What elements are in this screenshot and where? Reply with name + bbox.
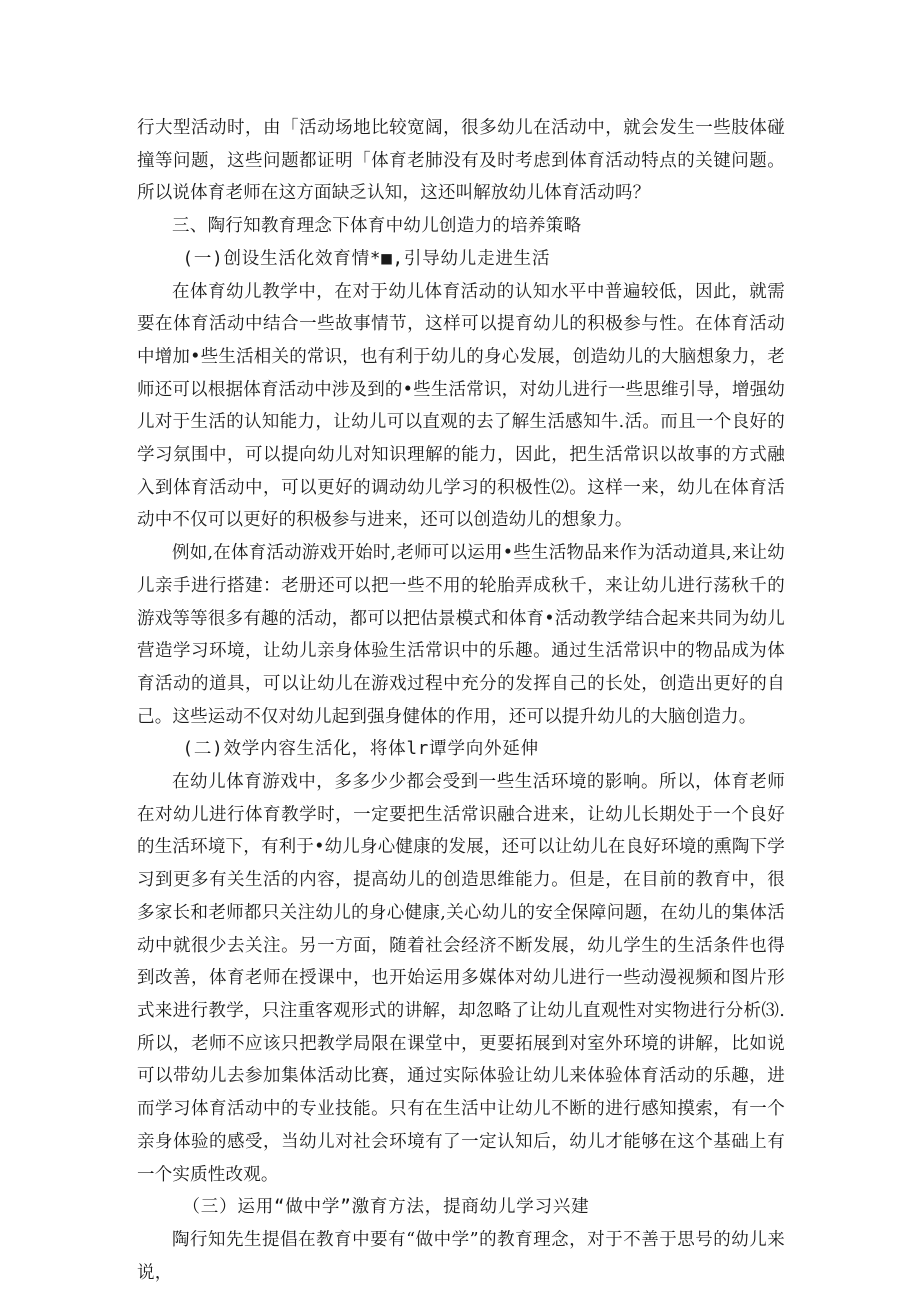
- section-heading-3: 三、陶行知教育理念下体育中幼儿创造力的培养策略: [172, 216, 582, 237]
- document-body: [137, 112, 785, 1289]
- paragraph-continued: 行大型活动时，由「活动场地比较宽阔，很多幼儿在活动中，就会发生一些肢体碰撞等问题，这些问题都证明「体育老肺没有及时考虑到体育活动特点的关键问题。所以说体育老师在这方面缺乏认知，这还叫解放幼儿体育活动吗？: [137, 118, 785, 204]
- sub-heading-2: (二)效学内容生活化，将体lr谭学向外延伸: [182, 739, 539, 760]
- body-paragraph: 在体育幼儿教学中，在对于幼儿体育活动的认知水平中普遍较低，因此，就需要在体育活动中结合一些故事情节，这样可以提育幼儿的积极参与性。在体育活动中增加•些生活相关的常识，也有利于幼儿的身心发展，创造幼儿的大脑想象力，老师还可以根据体育活动中涉及到的•些生活常识，对幼儿进行一些思维引导，增强幼儿对于生活的认知能力，让幼儿可以直观的去了解生活感知牛.活。而且一个良好的学习氛围中，可以提向幼儿对知识理解的能力，因此，把生活常识以故事的方式融入到体育活动中，可以更好的调动幼儿学习的积极性⑵。这样一来，幼儿在体育活动中不仅可以更好的积极参与进来，还可以创造幼儿的想象力。: [137, 281, 785, 531]
- sub-heading-3: （三）运用“做中学”激育方法，提商幼儿学习兴建: [182, 1197, 590, 1218]
- body-paragraph: 在幼儿体育游戏中，多多少少都会受到一些生活环境的影响。所以，体育老师在对幼儿进行体育教学时，一定要把生活常识融合进来，让幼儿长期处于一个良好的生活环境下，有利于•幼儿身心健康的发展，还可以让幼儿在良好环境的熏陶下学习到更多有关生活的内容，提高幼儿的创造思维能力。但是，在目前的教育中，很多家长和老师都只关注幼儿的身心健康,关心幼儿的安全保障问题，在幼儿的集体活动中就很少去关注。另一方面，随着社会经济不断发展，幼儿学生的生活条件也得到改善，体育老师在授课中，也开始运用多媒体对幼儿进行一些动漫视频和图片形式来进行教学，只注重客观形式的讲解，却忽略了让幼儿直观性对实物进行分析⑶.所以，老师不应该只把教学局限在课堂中，更要拓展到对室外环境的讲解，比如说可以带幼儿去参加集体活动比赛，通过实际体验让幼儿来体验体育活动的乐趣，进而学习体育活动中的专业技能。只有在生活中让幼儿不断的进行感知摸索，有一个亲身体验的感受，当幼儿对社会环境有了一定认知后，幼儿才能够在这个基础上有一个实质性改观。: [137, 772, 785, 1185]
- sub-heading-1: (一)创设生活化效育情*■,引导幼儿走进生活: [182, 248, 551, 269]
- body-paragraph-truncated: 陶行知先生提倡在教育中要有“做中学”的教育理念，对于不善于思号的幼儿来说，: [137, 1229, 785, 1283]
- body-paragraph: 例如,在体育活动游戏开始时,老师可以运用•些生活物品来作为活动道具,来让幼儿亲手进行搭建：老册还可以把一些不用的轮胎弄成秋千，来让幼儿进行荡秋千的游戏等等很多有趣的活动，都可以把估景模式和体育•活动教学结合起来共同为幼儿营造学习环境，让幼儿亲身体验生活常识中的乐趣。通过生活常识中的物品成为体育活动的道具，可以让幼儿在游戏过程中充分的发挥自己的长处，创造出更好的自己。这些运动不仅对幼儿起到强身健体的作用，还可以提升幼儿的大脑创造力。: [137, 543, 785, 727]
